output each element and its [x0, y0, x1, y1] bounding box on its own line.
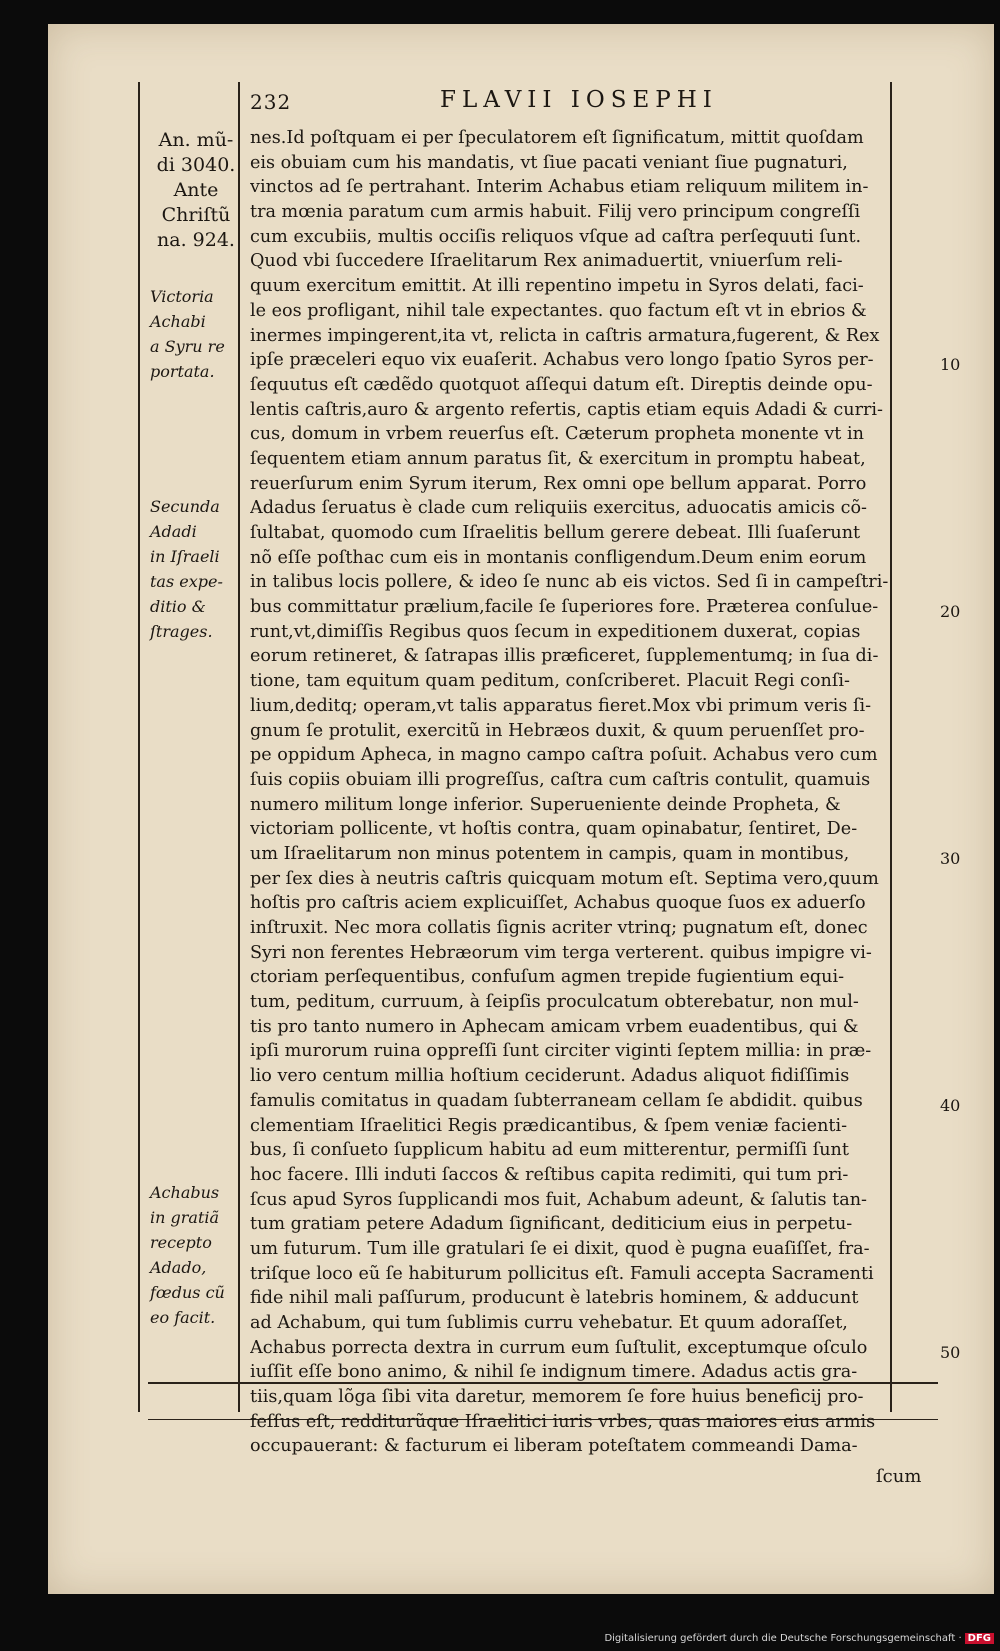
marginal-line: Adadi	[150, 522, 197, 541]
digitization-footer	[604, 1633, 994, 1644]
text-line: tione, tam equitum quam peditum, conſcriberet. Placuit Regi conſi-	[250, 671, 850, 692]
text-line: nõ eſſe poſthac cum eis in montanis confligendum.Deum enim eorum	[250, 547, 867, 568]
chronology-line: na. 924.	[157, 229, 235, 251]
text-line: ſequutus eſt cædẽdo quotquot aſſequi datum eſt. Direptis deinde opu-	[250, 374, 873, 395]
text-line: ſcus apud Syros ſupplicandi mos fuit, Achabum adeunt, & ſalutis tan-	[250, 1189, 867, 1210]
text-line: tum, peditum, curruum, à ſeipſis proculcatum obterebatur, non mul-	[250, 992, 859, 1013]
text-line: ad Achabum, qui tum ſublimis curru vehebatur. Et quum adoraſſet,	[250, 1313, 848, 1333]
text-line: tra mœnia paratum cum armis habuit. Filij vero principum congreſſi	[250, 202, 861, 223]
text-line: Syri non ferentes Hebræorum vim terga verterent. quibus impigre vi-	[250, 942, 872, 963]
line-number: 50	[940, 1343, 961, 1362]
text-line: ſequentem etiam annum paratus ſit, & exercitum in promptu habeat,	[250, 448, 866, 469]
text-line: reuerſurum enim Syrum iterum, Rex omni ope bellum apparat. Porro	[250, 473, 867, 494]
catchword: ſcum	[876, 1466, 922, 1487]
line-number: 20	[940, 602, 961, 621]
text-line: Quod vbi ſuccedere Iſraelitarum Rex animaduertit, vniuerſum reli-	[250, 251, 843, 272]
text-line: occupauerant: & facturum ei liberam poteſtatem commeandi Dama-	[250, 1436, 858, 1457]
text-line: eorum retineret, & ſatrapas illis præficeret, ſupplementumq; in ſua di-	[250, 646, 879, 667]
marginal-line: Victoria	[150, 287, 214, 306]
chronology-line: An. mũ-	[158, 129, 234, 151]
text-line: nes.Id poſtquam ei per ſpeculatorem eſt ſignificatum, mittit quoſdam	[250, 128, 864, 148]
marginal-line: Achabus	[150, 1183, 220, 1202]
text-line: quum exercitum emittit. At illi repentino impetu in Syros delati, faci-	[250, 276, 864, 297]
text-line: feſſus eſt, redditurũque Iſraelitici iuris vrbes, quas maiores eius armis	[250, 1411, 876, 1432]
text-line: Adadus ſeruatus è clade cum reliquiis exercitus, aduocatis amicis cõ-	[250, 498, 867, 519]
text-line: clementiam Iſraelitici Regis prædicantibus, & ſpem veniæ facienti-	[250, 1115, 848, 1136]
text-line: per ſex dies à neutris caſtris quicquam motum eſt. Septima vero,quum	[250, 868, 879, 889]
text-line: um Iſraelitarum non minus potentem in campis, quam in montibus,	[250, 843, 850, 864]
text-line: hoc facere. Illi induti ſaccos & reſtibus capita redimiti, qui tum pri-	[250, 1164, 849, 1185]
text-line: victoriam pollicente, vt hoſtis contra, quam opinabatur, ſentiret, De-	[250, 819, 858, 840]
marginal-line: fœdus cũ	[150, 1283, 225, 1302]
text-line: cum excubiis, multis occiſis reliquos vſque ad caſtra perſequuti ſunt.	[250, 226, 862, 247]
marginal-line: eo facit.	[150, 1308, 216, 1327]
marginal-line: a Syru re	[150, 337, 225, 356]
text-line: hoſtis pro caſtris aciem explicuiſſet, Achabus quoque ſuos ex aduerſo	[250, 893, 866, 914]
text-line: fide nihil mali paſſurum, producunt è latebris hominem, & adducunt	[250, 1288, 859, 1309]
text-line: triſque loco eũ ſe habiturum pollicitus eſt. Famuli accepta Sacramenti	[250, 1263, 874, 1284]
text-line: runt,vt,dimiſſis Regibus quos ſecum in expeditionem duxerat, copias	[250, 621, 861, 642]
marginal-line: in gratiã	[150, 1208, 220, 1227]
chronology-line: di 3040.	[156, 154, 236, 176]
marginal-line: ditio &	[150, 597, 206, 616]
text-line: ipſi murorum ruina oppreſſi ſunt circiter viginti ſeptem millia: in præ-	[250, 1041, 872, 1062]
marginal-note-achabus	[150, 1180, 244, 1330]
marginal-line: in Iſraeli	[150, 547, 220, 566]
marginal-note-secunda	[150, 494, 244, 644]
marginal-note-victoria	[150, 284, 244, 384]
text-line: vinctos ad ſe pertrahant. Interim Achabus etiam reliquum militem in-	[250, 177, 869, 198]
text-line: pe oppidum Apheca, in magno campo caſtra poſuit. Achabus vero cum	[250, 745, 878, 766]
text-line: le eos profligant, nihil tale expectantes. quo factum eſt vt in ebrios &	[250, 300, 867, 321]
text-line: lentis caſtris,auro & argento refertis, captis etiam equis Adadi & curri-	[250, 399, 883, 420]
text-line: inſtruxit. Nec mora collatis ſignis acriter vtrinq; pugnatum eſt, donec	[250, 918, 868, 938]
marginal-line: Achabi	[150, 312, 206, 331]
marginal-line: Adado,	[150, 1258, 207, 1277]
chronology-line: Chriſtũ	[161, 204, 231, 226]
chronology-line: Ante	[173, 179, 219, 201]
line-number: 40	[940, 1096, 961, 1115]
text-line: famulis comitatus in quadam ſubterraneam cellam ſe abdidit. quibus	[250, 1090, 863, 1111]
text-line: bus committatur prælium,facile ſe ſuperiores fore. Præterea conſulue-	[250, 597, 879, 618]
page-number: 232	[250, 90, 292, 114]
marginal-line: tas expe-	[150, 572, 223, 591]
text-line: in talibus locis pollere, & ideo ſe nunc ab eis victos. Sed ſi in campeſtri-	[250, 572, 889, 593]
line-number: 10	[940, 355, 961, 374]
text-line: bus, ſi conſueto ſupplicum habitu ad eum mitterentur, permiſſi ſunt	[250, 1140, 849, 1161]
marginal-line: Secunda	[150, 497, 220, 516]
footer-text: Digitalisierung gefördert durch die Deutsche Forschungsgemeinschaft ·	[604, 1633, 962, 1644]
text-line: iuſſit eſſe bono animo, & nihil ſe indignum timere. Adadus actis gra-	[250, 1362, 858, 1383]
left-margin-rule	[138, 82, 140, 1412]
main-text-block	[250, 126, 930, 1459]
text-line: tis pro tanto numero in Aphecam amicam vrbem euadentibus, qui &	[250, 1016, 859, 1037]
text-line: um futurum. Tum ille gratulari ſe ei dixit, quod è pugna euaſiſſet, fra-	[250, 1238, 870, 1259]
dfg-logo: DFG	[965, 1633, 994, 1644]
text-line: ſuis copiis obuiam illi progreſſus, caſtra cum caſtris contulit, quamuis	[250, 769, 871, 790]
text-line: lium,deditq; operam,vt talis apparatus fieret.Mox vbi primum veris ſi-	[250, 695, 872, 716]
text-line: tum gratiam petere Adadum ſignificant, dediticium eius in perpetu-	[250, 1214, 853, 1235]
text-line: inermes impingerent,ita vt, relicta in caſtris armatura,fugerent, & Rex	[250, 325, 880, 346]
text-line: ctoriam perſequentibus, confuſum agmen trepide fugientium equi-	[250, 967, 845, 988]
text-line: gnum ſe protulit, exercitũ in Hebræos duxit, & quum peruenſſet pro-	[250, 720, 865, 741]
text-line: ipſe præceleri equo vix euaſerit. Achabus vero longo ſpatio Syros per-	[250, 350, 874, 371]
marginal-line: recepto	[150, 1233, 212, 1252]
text-line: lio vero centum millia hoſtium ceciderunt. Adadus aliquot fidiſſimis	[250, 1066, 850, 1087]
marginal-line: portata.	[150, 362, 215, 381]
text-line: eis obuiam cum his mandatis, vt ſiue pacati veniant ſiue pugnaturi,	[250, 152, 848, 173]
text-line: Achabus porrecta dextra in currum eum ſuſtulit, exceptumque oſculo	[250, 1337, 868, 1358]
marginal-line: ſtrages.	[150, 622, 213, 641]
chronology-note	[148, 128, 244, 253]
text-line: cus, domum in vrbem reuerſus eſt. Cæterum propheta monente vt in	[250, 424, 864, 445]
text-line: ſultabat, quomodo cum Iſraelitis bellum gerere debeat. Illi ſuaſerunt	[250, 523, 861, 543]
running-title: FLAVII IOSEPHI	[440, 87, 718, 113]
text-line: numero militum longe inferior. Superueniente deinde Propheta, &	[250, 794, 841, 815]
line-number: 30	[940, 849, 961, 868]
text-line: tiis,quam lõga ſibi vita daretur, memorem ſe fore huius beneficij pro-	[250, 1387, 864, 1408]
